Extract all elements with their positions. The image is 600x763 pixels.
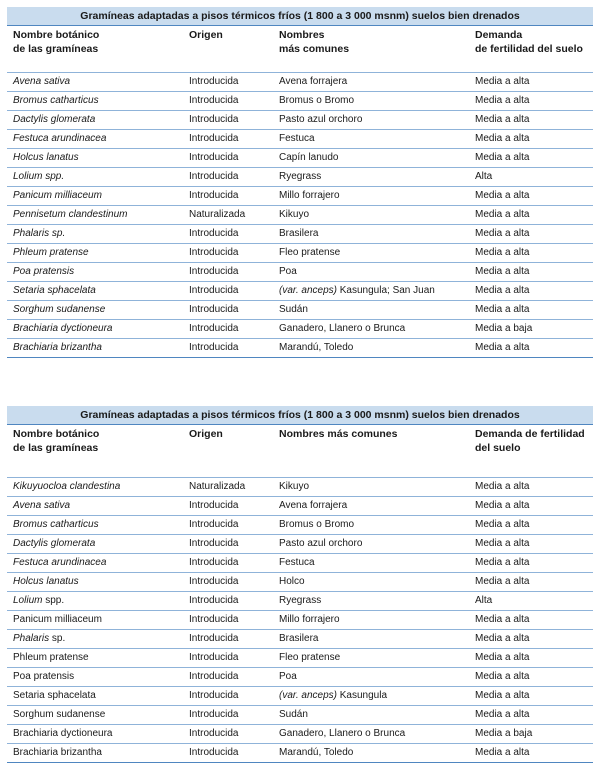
header-text: Nombre botánico [13, 29, 100, 41]
common-names-text: Ganadero, Llanero o Brunca [279, 323, 406, 334]
fertility-demand-cell: Media a alta [475, 304, 530, 315]
fertility-demand-cell: Media a alta [475, 152, 530, 163]
fertility-demand-cell: Media a alta [475, 481, 530, 492]
botanical-name-cell [7, 668, 189, 686]
botanical-name: Lolium spp. [13, 171, 65, 182]
origin-cell: Introducida [189, 323, 239, 334]
fertility-demand-cell: Media a alta [475, 538, 530, 549]
fertility-demand-cell: Media a alta [475, 614, 530, 625]
botanical-name: Brachiaria brizantha [13, 747, 102, 758]
common-names-cell [279, 149, 475, 167]
common-names-text: Ryegrass [279, 595, 322, 606]
table-row [7, 630, 593, 649]
common-names-cell [279, 320, 475, 338]
common-names-text: Capín lanudo [279, 152, 339, 163]
table-row [7, 706, 593, 725]
botanical-name: Brachiaria dyctioneura [13, 323, 113, 334]
common-names-cell [279, 744, 475, 762]
common-names-cell [279, 649, 475, 667]
origin-cell: Introducida [189, 76, 239, 87]
botanical-name-cell [7, 92, 189, 110]
common-names-text: Brasilera [279, 633, 319, 644]
origin-cell: Introducida [189, 557, 239, 568]
origin-cell: Introducida [189, 595, 239, 606]
common-names-text: Bromus o Bromo [279, 519, 355, 530]
common-names-text: Kikuyo [279, 209, 310, 220]
common-names-cell [279, 206, 475, 224]
table-row [7, 301, 593, 320]
botanical-name-cell [7, 611, 189, 629]
botanical-name-cell [7, 630, 189, 648]
botanical-name-cell [7, 592, 189, 610]
common-names-cell [279, 73, 475, 91]
origin-cell: Introducida [189, 747, 239, 758]
common-names-text: Avena forrajera [279, 500, 348, 511]
common-names-variety: (var. anceps) [279, 690, 337, 701]
origin-cell: Introducida [189, 304, 239, 315]
common-names-text: Millo forrajero [279, 614, 340, 625]
botanical-name: Kikuyuocloa clandestina [13, 481, 121, 492]
common-names-cell [279, 339, 475, 357]
common-names-text: Pasto azul orchoro [279, 114, 363, 125]
table-row [7, 130, 593, 149]
table-row [7, 744, 593, 763]
botanical-name-cell [7, 478, 189, 496]
origin-cell: Introducida [189, 285, 239, 296]
common-names-cell [279, 187, 475, 205]
common-names-text: Ganadero, Llanero o Brunca [279, 728, 406, 739]
origin-cell: Introducida [189, 671, 239, 682]
fertility-demand-cell: Media a alta [475, 519, 530, 530]
fertility-demand-cell: Media a alta [475, 285, 530, 296]
header-fertility-demand [475, 28, 593, 72]
header-text: de fertilidad del suelo [475, 43, 583, 55]
common-names-text: Fleo pratense [279, 652, 341, 663]
origin-cell: Introducida [189, 171, 239, 182]
botanical-name-cell [7, 282, 189, 300]
common-names-cell [279, 687, 475, 705]
table-row [7, 611, 593, 630]
botanical-name: Phleum pratense [13, 652, 89, 663]
botanical-name-cell [7, 649, 189, 667]
table-row [7, 263, 593, 282]
table-row [7, 535, 593, 554]
common-names-text: Pasto azul orchoro [279, 538, 363, 549]
origin-cell: Introducida [189, 342, 239, 353]
botanical-name-cell [7, 339, 189, 357]
origin-cell: Introducida [189, 709, 239, 720]
fertility-demand-cell: Media a baja [475, 323, 533, 334]
botanical-name-cell [7, 244, 189, 262]
table-row [7, 554, 593, 573]
botanical-name-cell [7, 744, 189, 762]
botanical-name-cell [7, 168, 189, 186]
common-names-text: Avena forrajera [279, 76, 348, 87]
fertility-demand-cell: Media a alta [475, 76, 530, 87]
common-names-text: Marandú, Toledo [279, 342, 354, 353]
fertility-demand-cell: Alta [475, 595, 493, 606]
origin-cell: Introducida [189, 247, 239, 258]
fertility-demand-cell: Media a alta [475, 95, 530, 106]
botanical-name: Festuca arundinacea [13, 557, 107, 568]
header-text: Demanda [475, 29, 523, 41]
common-names-cell [279, 706, 475, 724]
table-row [7, 573, 593, 592]
header-fertility-demand [475, 427, 593, 477]
origin-cell: Introducida [189, 690, 239, 701]
common-names-cell [279, 725, 475, 743]
table-1-body [7, 72, 593, 358]
botanical-name-cell [7, 73, 189, 91]
table-row [7, 149, 593, 168]
fertility-demand-cell: Media a alta [475, 190, 530, 201]
common-names-cell [279, 611, 475, 629]
common-names-cell [279, 478, 475, 496]
botanical-name: Poa pratensis [13, 671, 75, 682]
botanical-name: Brachiaria brizantha [13, 342, 102, 353]
botanical-name-cell [7, 725, 189, 743]
fertility-demand-cell: Media a alta [475, 114, 530, 125]
common-names-text: Sudán [279, 709, 308, 720]
common-names-text: Sudán [279, 304, 308, 315]
common-names-cell [279, 573, 475, 591]
common-names-cell [279, 668, 475, 686]
common-names-cell [279, 111, 475, 129]
common-names-cell [279, 263, 475, 281]
common-names-text: Festuca [279, 133, 315, 144]
fertility-demand-cell: Media a alta [475, 652, 530, 663]
fertility-demand-cell: Media a alta [475, 247, 530, 258]
header-origin: Origen [189, 29, 223, 41]
table-row [7, 244, 593, 263]
botanical-name: Poa pratensis [13, 266, 75, 277]
common-names-text: Kasungula; San Juan [336, 285, 435, 296]
botanical-name-cell [7, 535, 189, 553]
origin-cell: Introducida [189, 500, 239, 511]
botanical-name-cell [7, 554, 189, 572]
table-row [7, 649, 593, 668]
common-names-text: Festuca [279, 557, 315, 568]
origin-cell: Introducida [189, 152, 239, 163]
header-text: Nombres [279, 29, 325, 41]
table-2-title: Gramíneas adaptadas a pisos térmicos fríos (1 800 a 3 000 msnm) suelos bien drenados [7, 406, 593, 424]
origin-cell: Introducida [189, 519, 239, 530]
table-2-header [7, 424, 593, 477]
common-names-cell [279, 497, 475, 515]
botanical-name: Bromus catharticus [13, 519, 99, 530]
origin-cell: Introducida [189, 633, 239, 644]
common-names-text: Ryegrass [279, 171, 322, 182]
table-row [7, 168, 593, 187]
header-text: del suelo [475, 442, 521, 454]
botanical-name: Pennisetum clandestinum [13, 209, 128, 220]
origin-cell: Introducida [189, 228, 239, 239]
common-names-text: Kasungula [336, 690, 388, 701]
common-names-text: Poa [279, 671, 297, 682]
botanical-name: Panicum milliaceum [13, 190, 102, 201]
header-text: Nombre botánico [13, 428, 100, 440]
common-names-text: Bromus o Bromo [279, 95, 355, 106]
common-names-text: Fleo pratense [279, 247, 341, 258]
botanical-name: Sorghum sudanense [13, 709, 106, 720]
table-row [7, 339, 593, 358]
botanical-name-cell [7, 149, 189, 167]
fertility-demand-cell: Media a alta [475, 557, 530, 568]
origin-cell: Introducida [189, 95, 239, 106]
table-row [7, 668, 593, 687]
common-names-text: Marandú, Toledo [279, 747, 354, 758]
botanical-name: Brachiaria dyctioneura [13, 728, 113, 739]
common-names-cell [279, 535, 475, 553]
botanical-name: Dactylis glomerata [13, 114, 96, 125]
fertility-demand-cell: Media a alta [475, 266, 530, 277]
common-names-cell [279, 630, 475, 648]
header-common-names: Nombres más comunes [279, 428, 398, 440]
botanical-name: Lolium [13, 595, 43, 606]
table-row [7, 282, 593, 301]
botanical-name-suffix: spp. [42, 595, 65, 606]
table-1-header [7, 25, 593, 72]
table-1-title: Gramíneas adaptadas a pisos térmicos fríos (1 800 a 3 000 msnm) suelos bien drenados [7, 7, 593, 25]
botanical-name-cell [7, 130, 189, 148]
table-row [7, 187, 593, 206]
common-names-cell [279, 516, 475, 534]
fertility-demand-cell: Media a alta [475, 747, 530, 758]
botanical-name: Panicum milliaceum [13, 614, 102, 625]
fertility-demand-cell: Media a baja [475, 728, 533, 739]
common-names-cell [279, 301, 475, 319]
botanical-name-cell [7, 497, 189, 515]
botanical-name: Holcus lanatus [13, 152, 79, 163]
origin-cell: Introducida [189, 266, 239, 277]
botanical-name-cell [7, 706, 189, 724]
header-text: de las gramíneas [13, 43, 99, 55]
common-names-cell [279, 130, 475, 148]
common-names-text: Kikuyo [279, 481, 310, 492]
origin-cell: Introducida [189, 614, 239, 625]
origin-cell: Introducida [189, 728, 239, 739]
origin-cell: Introducida [189, 190, 239, 201]
grass-table-2 [7, 406, 593, 763]
common-names-variety: (var. anceps) [279, 285, 337, 296]
botanical-name: Phleum pratense [13, 247, 89, 258]
botanical-name-cell [7, 187, 189, 205]
table-row [7, 497, 593, 516]
common-names-cell [279, 92, 475, 110]
table-row [7, 111, 593, 130]
botanical-name-cell [7, 263, 189, 281]
table-2-body [7, 477, 593, 763]
header-botanical-name [7, 28, 189, 72]
fertility-demand-cell: Media a alta [475, 133, 530, 144]
table-row [7, 592, 593, 611]
fertility-demand-cell: Media a alta [475, 500, 530, 511]
botanical-name: Bromus catharticus [13, 95, 99, 106]
header-text: Demanda de fertilidad [475, 428, 585, 440]
origin-cell: Introducida [189, 133, 239, 144]
botanical-name-cell [7, 301, 189, 319]
common-names-text: Brasilera [279, 228, 319, 239]
header-origin: Origen [189, 428, 223, 440]
table-row [7, 73, 593, 92]
botanical-name-suffix: sp. [49, 633, 66, 644]
botanical-name: Phalaris sp. [13, 228, 66, 239]
header-common-names [279, 28, 475, 72]
common-names-cell [279, 168, 475, 186]
botanical-name-cell [7, 111, 189, 129]
table-row [7, 225, 593, 244]
table-row [7, 687, 593, 706]
botanical-name-cell [7, 320, 189, 338]
common-names-text: Poa [279, 266, 297, 277]
botanical-name: Setaria sphacelata [13, 690, 96, 701]
common-names-cell [279, 592, 475, 610]
origin-cell: Introducida [189, 652, 239, 663]
common-names-text: Millo forrajero [279, 190, 340, 201]
fertility-demand-cell: Media a alta [475, 228, 530, 239]
table-row [7, 516, 593, 535]
botanical-name: Setaria sphacelata [13, 285, 96, 296]
common-names-cell [279, 282, 475, 300]
common-names-cell [279, 225, 475, 243]
fertility-demand-cell: Media a alta [475, 709, 530, 720]
botanical-name-cell [7, 206, 189, 224]
origin-cell: Naturalizada [189, 209, 246, 220]
botanical-name-cell [7, 573, 189, 591]
table-row [7, 206, 593, 225]
common-names-text: Holco [279, 576, 305, 587]
grass-table-1 [7, 7, 593, 358]
fertility-demand-cell: Alta [475, 171, 493, 182]
table-row [7, 92, 593, 111]
table-row [7, 320, 593, 339]
header-botanical-name [7, 427, 189, 477]
fertility-demand-cell: Media a alta [475, 671, 530, 682]
fertility-demand-cell: Media a alta [475, 576, 530, 587]
origin-cell: Introducida [189, 576, 239, 587]
header-text: más comunes [279, 43, 350, 55]
botanical-name-cell [7, 687, 189, 705]
fertility-demand-cell: Media a alta [475, 633, 530, 644]
botanical-name-cell [7, 225, 189, 243]
botanical-name: Phalaris [13, 633, 50, 644]
table-row [7, 478, 593, 497]
fertility-demand-cell: Media a alta [475, 690, 530, 701]
botanical-name: Avena sativa [13, 500, 71, 511]
origin-cell: Naturalizada [189, 481, 246, 492]
fertility-demand-cell: Media a alta [475, 342, 530, 353]
common-names-cell [279, 554, 475, 572]
origin-cell: Introducida [189, 114, 239, 125]
botanical-name-cell [7, 516, 189, 534]
table-row [7, 725, 593, 744]
botanical-name: Avena sativa [13, 76, 71, 87]
botanical-name: Sorghum sudanense [13, 304, 106, 315]
botanical-name: Festuca arundinacea [13, 133, 107, 144]
header-text: de las gramíneas [13, 442, 99, 454]
origin-cell: Introducida [189, 538, 239, 549]
botanical-name: Dactylis glomerata [13, 538, 96, 549]
common-names-cell [279, 244, 475, 262]
botanical-name: Holcus lanatus [13, 576, 79, 587]
fertility-demand-cell: Media a alta [475, 209, 530, 220]
